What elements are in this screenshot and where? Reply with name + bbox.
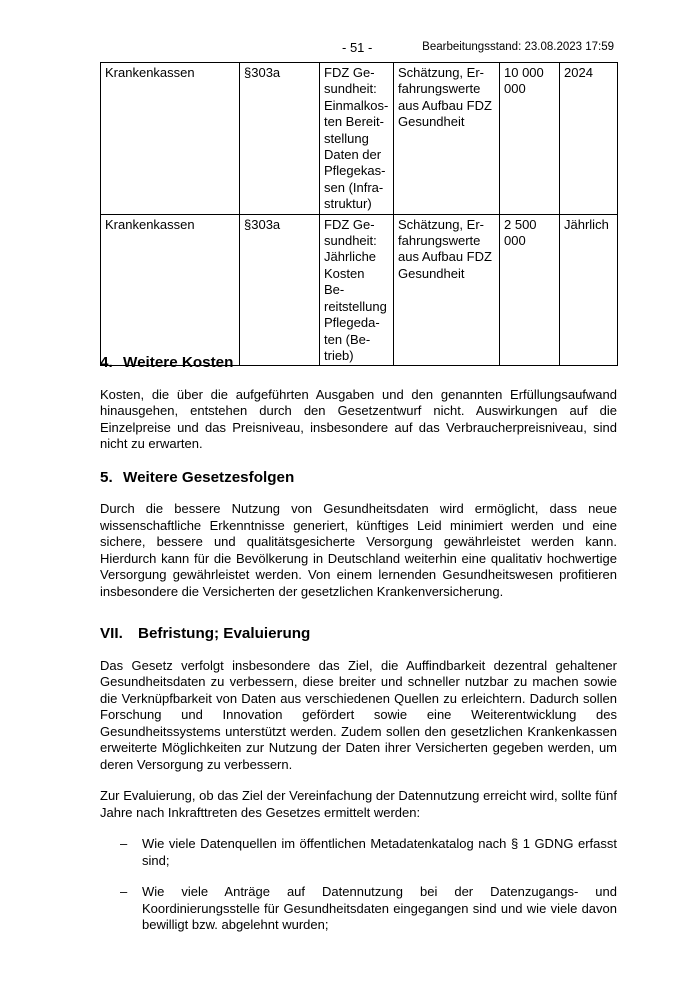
table-cell-amount: 2 500 000	[500, 214, 560, 366]
section-number: VII.	[100, 625, 123, 642]
table-cell-basis: Schätzung, Er- fahrungswerte aus Aufbau FDZ Gesundheit	[394, 214, 500, 366]
list-item	[100, 836, 617, 869]
edit-status: Bearbeitungsstand: 23.08.2023 17:59	[422, 41, 614, 53]
table-cell-amount: 10 000 000	[500, 63, 560, 215]
evaluation-list	[100, 836, 617, 934]
document-body	[100, 355, 617, 934]
section-7-paragraph-2: Zur Evaluierung, ob das Ziel der Vereinfachung der Datennutzung erreicht wird, sollte fünf Jahre nach Inkrafttreten des Gesetzes ermittelt werden:	[100, 788, 617, 820]
section-5-text: Durch die bessere Nutzung von Gesundheitsdaten wird ermöglicht, dass neue wissenschaftliche Erkenntnisse generiert, künftiges Leid minimiert werden und eine sichere, bessere und qualitätsgesicherte Versorgung gewährleistet werden kann. Hierdurch kann für die Bevölkerung in Deutschland weiterhin eine qualitativ hochwertige Versorgung gewährleistet werden. Von einem lernenden Gesundheitswesen profitieren insbesondere die Versicherten der gesetzlichen Krankenversicherung.	[100, 501, 617, 599]
dash-bullet: –	[120, 836, 128, 851]
table-cell-paragraph: §303a	[240, 214, 320, 366]
table-row	[101, 214, 618, 366]
table-cell-description: FDZ Ge- sundheit: Einmalkos- ten Bereit- stellung Daten der Pflegekas- sen (Infra- struktur)	[320, 63, 394, 215]
section-number: 5.	[100, 468, 113, 486]
section-4-text: Kosten, die über die aufgeführten Ausgaben und den genannten Erfüllungsaufwand hinausgehen, entstehen durch den Gesetzentwurf nicht. Auswirkungen auf die Einzelpreise und das Preisniveau, insbesondere auf das Verbraucherpreisniveau, sind nicht zu erwarten.	[100, 386, 617, 451]
dash-bullet: –	[120, 884, 128, 899]
section-7-paragraph-1: Das Gesetz verfolgt insbesondere das Ziel, die Auffindbarkeit dezentral gehaltener Gesundheitsdaten zu verbessern, diese breiter und schneller nutzbar zu machen sowie die Verknüpfbarkeit von Daten aus verschiedenen Quellen zu erleichtern. Dadurch sollen Forschung und Innovation gefördert sowie eine Weiterentwicklung des Gesundheitssystems unterstützt werden. Zudem sollen den gesetzlichen Krankenkassen erweiterte Möglichkeiten zur Nutzung der Daten ihrer Versicherten gegeben werden, um deren Versorgung zu verbessern.	[100, 657, 617, 772]
table-cell-description: FDZ Ge- sundheit: Jährliche Kosten Be- reitstellung Pflegeda- ten (Be- trieb)	[320, 214, 394, 366]
section-5-heading	[100, 470, 617, 487]
section-4-heading	[100, 355, 617, 372]
list-item	[100, 884, 617, 934]
table-cell-basis: Schätzung, Er- fahrungswerte aus Aufbau FDZ Gesundheit	[394, 63, 500, 215]
section-title: Befristung; Evaluierung	[138, 625, 311, 642]
table-row	[101, 63, 618, 215]
table-cell-year: 2024	[560, 63, 618, 215]
section-7-heading	[100, 626, 617, 643]
table-cell-year: Jährlich	[560, 214, 618, 366]
table-cell-payer: Krankenkassen	[101, 214, 240, 366]
table-cell-payer: Krankenkassen	[101, 63, 240, 215]
table-cell-paragraph: §303a	[240, 63, 320, 215]
list-item-text: Wie viele Anträge auf Datennutzung bei der Datenzugangs- und Koordinierungsstelle für Gesundheitsdaten eingegangen sind und wie viele davon bewilligt bzw. abgelehnt wurden;	[142, 884, 617, 932]
cost-table	[100, 62, 618, 366]
list-item-text: Wie viele Datenquellen im öffentlichen Metadatenkatalog nach § 1 GDNG erfasst sind;	[142, 836, 617, 868]
section-number: 4.	[100, 354, 113, 371]
page-number: - 51 -	[342, 40, 373, 55]
page-header	[0, 40, 700, 58]
section-title: Weitere Gesetzesfolgen	[123, 468, 295, 486]
section-title: Weitere Kosten	[123, 354, 234, 371]
